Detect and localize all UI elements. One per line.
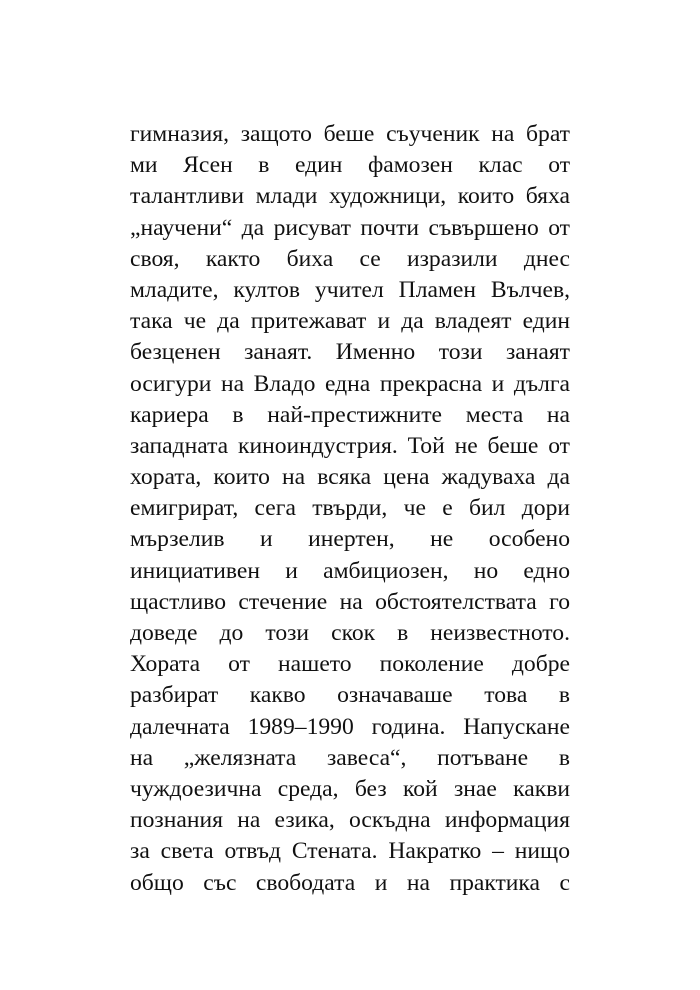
text-line: осигури на Владо една прекрасна и дълга <box>130 370 570 397</box>
text-line: разбират какво означаваше това в <box>130 682 570 709</box>
text-line: щастливо стечение на обстоятелствата го <box>130 588 570 615</box>
text-line: доведе до този скок в неизвестното. <box>130 620 570 646</box>
text-line: чуждоезична среда, без кой знае какви <box>130 775 570 802</box>
text-line: „научени“ да рисуват почти съвършено от <box>130 214 570 241</box>
text-line: талантливи млади художници, които бяха <box>130 183 570 210</box>
text-line: кариера в най-престижните места на <box>130 401 570 428</box>
body-text <box>130 119 570 899</box>
text-line: младите, култов учител Пламен Вълчев, <box>130 276 570 303</box>
text-line: за света отвъд Стената. Накратко – нищо <box>130 838 570 865</box>
text-line: гимназия, защото беше съученик на брат <box>130 121 570 147</box>
text-line: на „желязната завеса“, потъване в <box>130 744 570 771</box>
text-line: мързелив и инертен, не особено <box>130 526 570 553</box>
text-line: западната киноиндустрия. Той не беше от <box>130 432 570 459</box>
text-line: Хората от нашето поколение добре <box>130 651 570 678</box>
text-line: своя, както биха се изразили днес <box>130 245 570 272</box>
text-line: хората, които на всяка цена жадуваха да <box>130 464 570 491</box>
text-line: емигрират, сега твърди, че е бил дори <box>130 495 570 522</box>
text-line: инициативен и амбициозен, но едно <box>130 557 570 584</box>
text-line: ми Ясен в един фамозен клас от <box>130 152 570 179</box>
text-line: така че да притежават и да владеят един <box>130 308 570 335</box>
text-line: общо със свободата и на практика с <box>130 869 570 896</box>
text-line: безценен занаят. Именно този занаят <box>130 339 570 366</box>
text-line: далечната 1989–1990 година. Напускане <box>130 713 570 740</box>
text-line: познания на езика, оскъдна информация <box>130 807 570 834</box>
